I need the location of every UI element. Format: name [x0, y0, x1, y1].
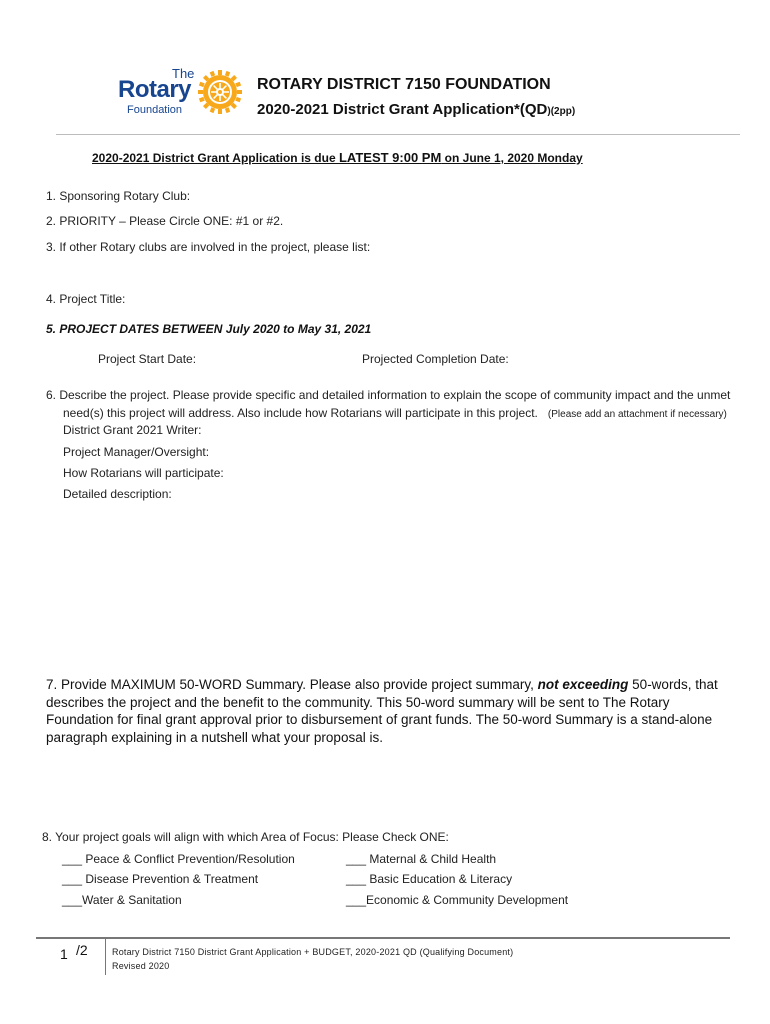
- subtitle-main: 2020-2021 District Grant Application*(QD: [257, 101, 548, 118]
- footer-page-total: /2: [76, 942, 88, 958]
- subtitle-small: )(2pp): [547, 106, 576, 117]
- question-7-emphasis: not exceeding: [537, 677, 629, 692]
- due-suffix: on June 1, 2020 Monday: [441, 151, 583, 165]
- rotary-wheel-icon: [196, 68, 244, 116]
- project-start-date-label: Project Start Date:: [98, 352, 197, 366]
- focus-option-disease: ___ Disease Prevention & Treatment: [62, 872, 259, 886]
- question-8-area-of-focus: 8. Your project goals will align with which Area of Focus: Please Check ONE:: [42, 830, 449, 844]
- focus-option-maternal: ___ Maternal & Child Health: [346, 852, 497, 866]
- detailed-description-label: Detailed description:: [63, 487, 172, 501]
- due-latest: LATEST 9:00 PM: [338, 150, 442, 165]
- application-subtitle: [257, 101, 575, 118]
- foundation-title: ROTARY DISTRICT 7150 FOUNDATION: [257, 76, 551, 93]
- footer-divider: [36, 937, 730, 939]
- question-3-other-clubs: 3. If other Rotary clubs are involved in the project, please list:: [46, 240, 371, 254]
- question-6-describe-project: [46, 386, 746, 424]
- question-5-project-dates: 5. PROJECT DATES BETWEEN July 2020 to May 31, 2021: [46, 322, 372, 336]
- logo-the-text: The: [172, 66, 195, 81]
- due-prefix: 2020-2021 District Grant Application is due: [92, 151, 339, 165]
- question-6-line-1: 6. Describe the project. Please provide specific and detailed information to explain the scope of community impact and the unmet: [46, 388, 731, 402]
- footer-line-1: Rotary District 7150 District Grant Application + BUDGET, 2020-2021 QD (Qualifying Document): [112, 947, 514, 957]
- question-1-sponsoring-club: 1. Sponsoring Rotary Club:: [46, 189, 191, 203]
- question-2-priority: 2. PRIORITY – Please Circle ONE: #1 or #2.: [46, 214, 284, 228]
- project-completion-date-label: Projected Completion Date:: [362, 352, 509, 366]
- footer-vertical-divider: [105, 939, 106, 975]
- question-7-part-2: 50-words, that describes the project and the benefit to the community. This 50-word summary will be sent to The Rotary Foundation for final grant approval prior to disbursement of grant funds. The 50-word Summary is a stand-alone paragraph explaining in a nutshell what your proposal is.: [46, 677, 718, 745]
- header-divider: [56, 134, 740, 135]
- focus-option-water: ___Water & Sanitation: [62, 893, 182, 907]
- rotarian-participation-label: How Rotarians will participate:: [63, 466, 224, 480]
- question-4-project-title: 4. Project Title:: [46, 292, 126, 306]
- footer-document-info: [112, 945, 513, 973]
- project-manager-label: Project Manager/Oversight:: [63, 445, 210, 459]
- question-7-part-1: 7. Provide MAXIMUM 50-WORD Summary. Please also provide project summary,: [46, 677, 538, 692]
- footer-page-number: 1: [60, 946, 68, 962]
- focus-option-economic: ___Economic & Community Development: [346, 893, 569, 907]
- attachment-note: (Please add an attachment if necessary): [547, 409, 727, 420]
- logo-foundation-text: Foundation: [127, 104, 183, 116]
- due-date-notice: [92, 150, 583, 165]
- question-7-summary: [46, 676, 736, 746]
- logo-rotary-text: Rotary: [118, 76, 192, 103]
- focus-option-education: ___ Basic Education & Literacy: [346, 872, 513, 886]
- question-6-line-2-text: need(s) this project will address. Also include how Rotarians will participate in this project.: [63, 406, 538, 420]
- focus-option-peace: ___ Peace & Conflict Prevention/Resolution: [62, 852, 295, 866]
- footer-line-2: Revised 2020: [112, 961, 170, 971]
- grant-writer-label: District Grant 2021 Writer:: [63, 423, 202, 437]
- question-6-line-2: [46, 404, 746, 424]
